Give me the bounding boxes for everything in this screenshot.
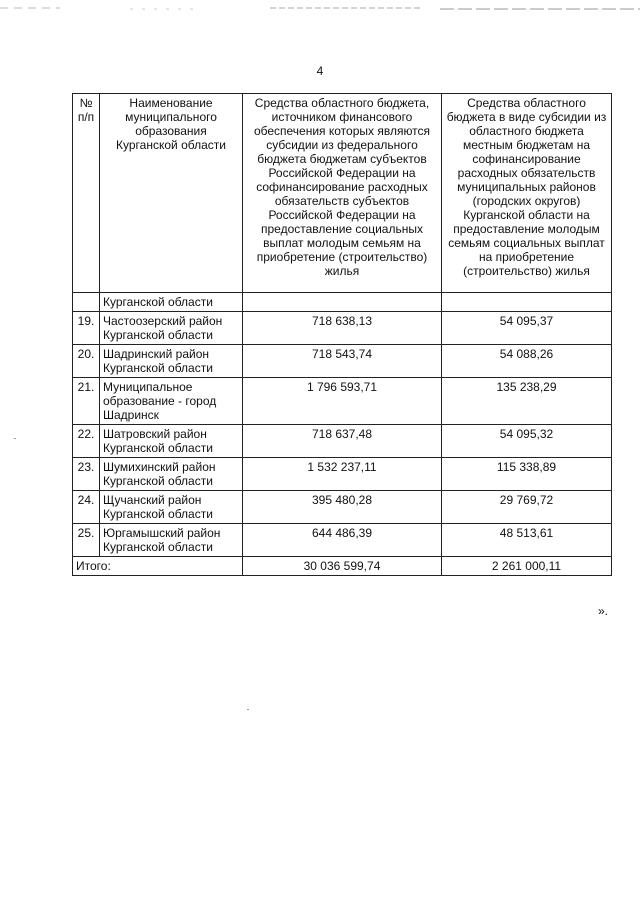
table-row: [73, 345, 612, 378]
header-regional-funds: Средства областного бюджета в виде субсидии из областного бюджета местным бюджетам на софинансирование расходных обязательств муниципальных районов (городских округов) Курганской области на предоставление молодым семьям социальных выплат на приобретение (строительство) жилья: [442, 94, 612, 293]
total-row: [73, 557, 612, 576]
row-regional-value: 29 769,72: [442, 491, 612, 524]
row-number: 24.: [73, 491, 100, 524]
continuation-name: Курганской области: [100, 293, 243, 312]
continuation-row: [73, 293, 612, 312]
table-row: [73, 491, 612, 524]
table-row: [73, 524, 612, 557]
row-federal-value: 1 796 593,71: [243, 378, 442, 425]
closing-quote-mark: ».: [598, 604, 609, 618]
row-federal-value: 1 532 237,11: [243, 458, 442, 491]
total-federal-value: 30 036 599,74: [243, 557, 442, 576]
row-number: 23.: [73, 458, 100, 491]
row-number: 22.: [73, 425, 100, 458]
row-number: 25.: [73, 524, 100, 557]
row-number: 20.: [73, 345, 100, 378]
row-federal-value: 644 486,39: [243, 524, 442, 557]
row-municipality: Шумихинский район Курганской области: [100, 458, 243, 491]
row-municipality: Шадринский район Курганской области: [100, 345, 243, 378]
total-label: Итого:: [73, 557, 243, 576]
row-municipality: Юргамышский район Курганской области: [100, 524, 243, 557]
row-regional-value: 54 088,26: [442, 345, 612, 378]
row-municipality: Частоозерский район Курганской области: [100, 312, 243, 345]
row-regional-value: 54 095,32: [442, 425, 612, 458]
scan-speck: [247, 709, 249, 710]
row-federal-value: 395 480,28: [243, 491, 442, 524]
scan-header-noise: [0, 0, 640, 14]
row-regional-value: 48 513,61: [442, 524, 612, 557]
row-number: 21.: [73, 378, 100, 425]
row-municipality: Шатровский район Курганской области: [100, 425, 243, 458]
header-federal-funds: Средства областного бюджета, источником финансового обеспечения которых являются субсидии из федерального бюджета бюджетам субъектов Российской Федерации на софинансирование расходных обязательств субъектов Российской Федерации на предоставление социальных выплат молодым семьям на приобретение (строительство) жилья: [243, 94, 442, 293]
total-regional-value: 2 261 000,11: [442, 557, 612, 576]
row-federal-value: 718 637,48: [243, 425, 442, 458]
table-row: [73, 312, 612, 345]
subsidy-table: [72, 93, 612, 576]
row-regional-value: 54 095,37: [442, 312, 612, 345]
row-federal-value: 718 543,74: [243, 345, 442, 378]
table-header-row: [73, 94, 612, 293]
row-federal-value: 718 638,13: [243, 312, 442, 345]
row-municipality: Щучанский район Курганской области: [100, 491, 243, 524]
table-row: [73, 378, 612, 425]
row-regional-value: 115 338,89: [442, 458, 612, 491]
header-number: № п/п: [73, 94, 100, 293]
row-regional-value: 135 238,29: [442, 378, 612, 425]
table-row: [73, 425, 612, 458]
page-number: 4: [316, 64, 324, 78]
header-municipality: Наименование муниципального образования Курганской области: [100, 94, 243, 293]
scan-speck: [14, 438, 16, 439]
row-municipality: Муниципальное образование - город Шадринск: [100, 378, 243, 425]
table-row: [73, 458, 612, 491]
row-number: 19.: [73, 312, 100, 345]
